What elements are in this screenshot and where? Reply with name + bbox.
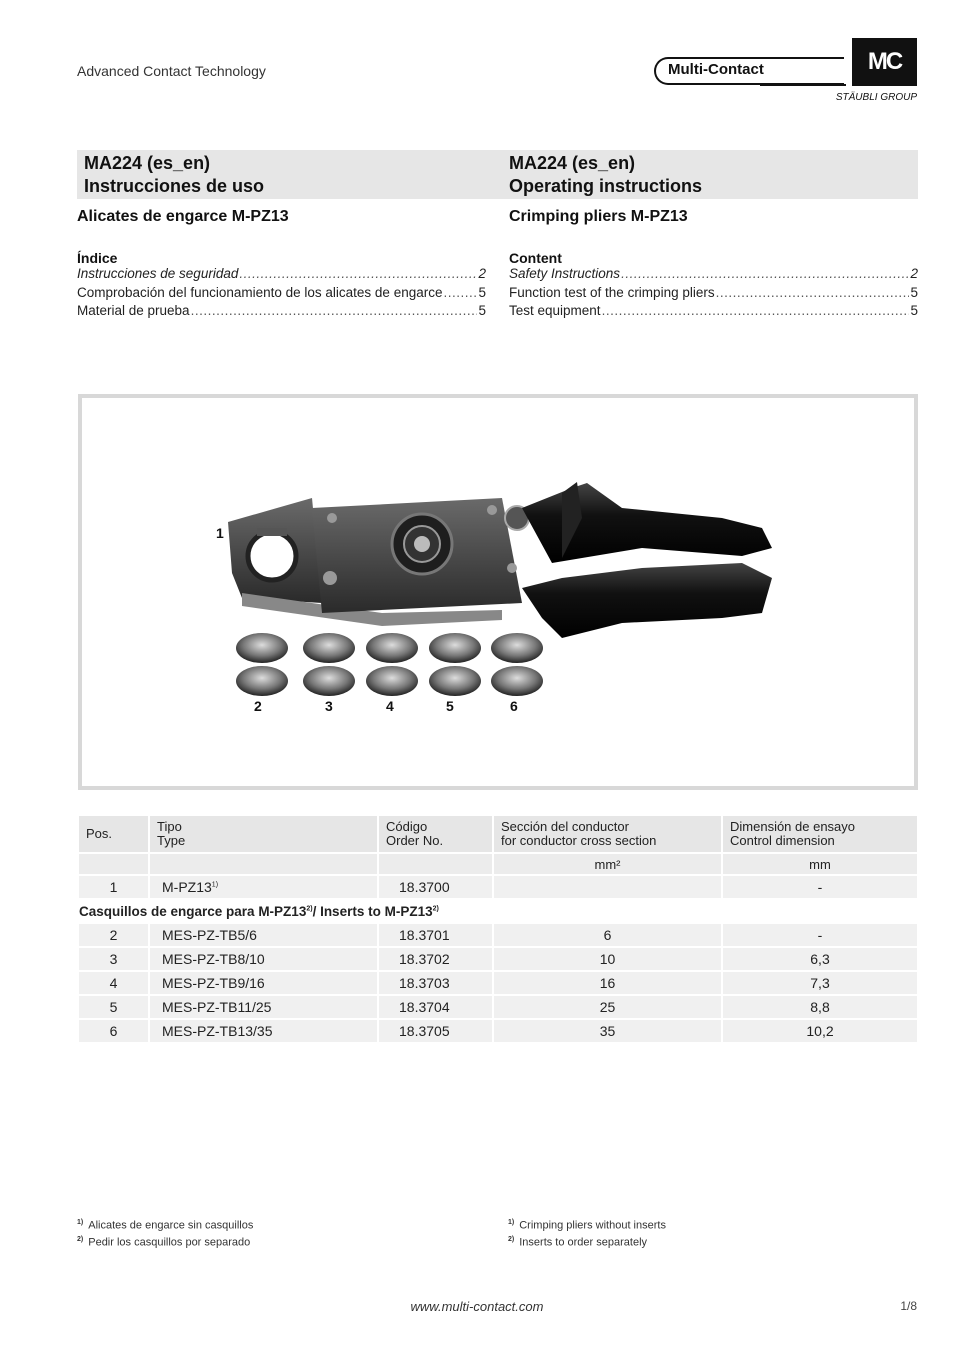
table-row: 4 MES-PZ-TB9/16 18.3703 16 7,3	[79, 972, 917, 994]
header-type-es: Tipo	[157, 819, 182, 834]
table-row: 2 MES-PZ-TB5/6 18.3701 6 -	[79, 924, 917, 946]
callout-4: 4	[386, 698, 394, 714]
title-en	[509, 152, 702, 198]
title-es-line1: MA224 (es_en)	[84, 153, 211, 173]
footnotes-es	[77, 1216, 253, 1249]
header-section-en: for conductor cross section	[501, 833, 657, 848]
toc-page: 2	[478, 266, 486, 281]
parts-table	[77, 814, 919, 1044]
subtitle-es: Alicates de engarce M-PZ13	[77, 208, 289, 225]
header-type-en: Type	[157, 833, 186, 848]
cell-section	[494, 876, 721, 898]
toc-label: Instrucciones de seguridad	[77, 266, 239, 281]
callout-6: 6	[510, 698, 518, 714]
title-es	[84, 152, 264, 198]
header-code-en: Order No.	[386, 833, 444, 848]
table-row: 6 MES-PZ-TB13/35 18.3705 35 10,2	[79, 1020, 917, 1042]
toc-label: Safety Instructions	[509, 266, 621, 281]
crimping-pliers-illustration	[82, 398, 914, 786]
footnote: $^{2)}$ Inserts to order separately	[508, 1235, 648, 1249]
toc-item-function-test-en[interactable]	[509, 285, 918, 300]
table-unit-row	[79, 854, 917, 874]
unit-dimension: mm	[723, 854, 917, 874]
header-dim-es: Dimensión de ensayo	[730, 819, 856, 834]
title-en-line1: MA224 (es_en)	[509, 153, 636, 173]
footnote: $^{1)}$ Alicates de engarce sin casquillos	[77, 1219, 254, 1232]
table-row	[79, 876, 917, 898]
header-dimension	[723, 816, 917, 852]
footnote: $^{2)}$ Pedir los casquillos por separado	[77, 1235, 251, 1249]
table-header-row	[79, 816, 917, 852]
brand-underline	[760, 84, 846, 86]
company-tagline: Advanced Contact Technology	[77, 63, 266, 79]
toc-item-function-test-es[interactable]	[77, 285, 486, 300]
footnotes-en	[508, 1216, 666, 1249]
crimp-inserts	[236, 633, 543, 696]
callout-5: 5	[446, 698, 454, 714]
toc-label: Material de prueba	[77, 303, 190, 318]
footnote: $^{1)}$ Crimping pliers without inserts	[508, 1219, 666, 1232]
callout-1: 1	[216, 525, 224, 541]
toc-label: Comprobación del funcionamiento de los alicates de engarce	[77, 285, 443, 300]
header-type	[150, 816, 377, 852]
toc-heading-es: Índice	[77, 250, 118, 266]
cell-code: 18.3700	[379, 876, 492, 898]
toc-heading-en: Content	[509, 250, 562, 266]
toc-label: Test equipment	[509, 303, 601, 318]
subtitle-en: Crimping pliers M-PZ13	[509, 208, 688, 225]
cell-dim: -	[723, 876, 917, 898]
mc-logo-text: MC	[867, 48, 902, 75]
title-en-line2: Operating instructions	[509, 176, 703, 196]
callout-3: 3	[325, 698, 333, 714]
header-pos: Pos.	[79, 816, 148, 852]
header-code-es: Código	[386, 819, 428, 834]
table-section-heading: Casquillos de engarce para M-PZ13$^{2)}$/ Inserts to M-PZ13$^{2)}$	[79, 900, 917, 922]
cell-type: M-PZ13$^{1)}$	[150, 876, 377, 898]
toc-page: 5	[478, 303, 486, 318]
toc-item-test-equipment-en[interactable]	[509, 303, 918, 318]
footer-website-link[interactable]: www.multi-contact.com	[410, 1299, 544, 1314]
toc-page: 2	[910, 266, 918, 281]
mc-logo	[852, 38, 917, 86]
title-es-line2: Instrucciones de uso	[84, 176, 265, 196]
header-section-es: Sección del conductor	[501, 819, 629, 834]
toc-item-test-material-es[interactable]	[77, 303, 486, 318]
table-row: 3 MES-PZ-TB8/10 18.3702 10 6,3	[79, 948, 917, 970]
header-dim-en: Control dimension	[730, 833, 835, 848]
brand-name: Multi-Contact	[668, 61, 764, 78]
unit-section: mm²	[494, 854, 721, 874]
cell-pos: 1	[79, 876, 148, 898]
table-row: 5 MES-PZ-TB11/25 18.3704 25 8,8	[79, 996, 917, 1018]
toc-item-safety-en[interactable]	[509, 266, 918, 281]
group-tagline: STÄUBLI GROUP	[835, 92, 917, 103]
callout-2: 2	[254, 698, 262, 714]
pliers-body	[312, 498, 529, 613]
header-section	[494, 816, 721, 852]
page-number: 1/8	[900, 1299, 917, 1313]
pliers-handles	[522, 482, 772, 638]
toc-page: 5	[478, 285, 486, 300]
toc-page: 5	[910, 303, 918, 318]
toc-item-safety-es[interactable]	[77, 266, 486, 281]
toc-label: Function test of the crimping pliers	[509, 285, 715, 300]
toc-page: 5	[910, 285, 918, 300]
header-code	[379, 816, 492, 852]
